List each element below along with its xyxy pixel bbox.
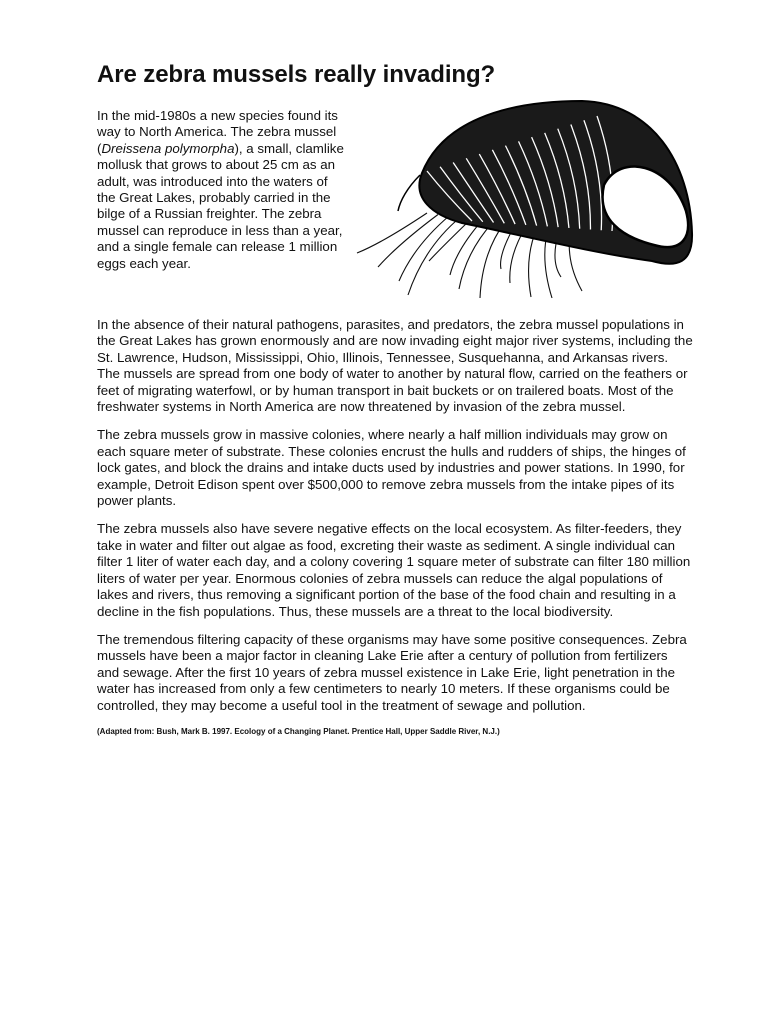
species-name: Dreissena polymorpha — [101, 140, 235, 156]
intro-text-part2: ), a small, clamlike mollusk that grows to about 25 cm as an adult, was introduced into the waters of the Great Lakes, probably carried in the bilge of a Russian freighter. The zebra mussel can reproduce in less than a year, and a single female can release 1 million eggs each year. — [97, 140, 344, 271]
intro-paragraph — [97, 108, 347, 272]
page-title: Are zebra mussels really invading? — [97, 61, 496, 88]
intro-section — [97, 108, 697, 305]
citation: (Adapted from: Bush, Mark B. 1997. Ecology of a Changing Planet. Prentice Hall, Upper Saddle River, N.J.) — [97, 726, 500, 736]
document-page — [97, 60, 697, 737]
intro-text-part1: In the mid-1980s a new species found its way to North America. The zebra mussel ( — [97, 108, 338, 156]
body-paragraph: In the absence of their natural pathogens, parasites, and predators, the zebra mussel populations in the Great Lakes has grown enormously and are now invading eight major river systems, including the St. Lawrence, Hudson, Mississippi, Ohio, Illinois, Tennessee, Susquehanna, and Arkansas rivers. The mussels are spread from one body of water to another by natural flow, carried on the feathers or feet of migrating waterfowl, or by human transport in bait buckets or on trailered boats. Most of the freshwater systems in North America are now threatened by invasion of the zebra mussel. — [97, 317, 693, 415]
body-paragraph: The zebra mussels also have severe negative effects on the local ecosystem. As filter-feeders, they take in water and filter out algae as food, excreting their waste as sediment. A single individual can filter 1 liter of water each day, and a colony covering 1 square meter of substrate can filter 180 million liters of water per year. Enormous colonies of zebra mussels can reduce the algal populations of lakes and rivers, thus removing a significant portion of the base of the food chain and resulting in a decline in the fish populations. Thus, these mussels are a threat to the local biodiversity. — [97, 521, 691, 619]
zebra-mussel-illustration — [352, 93, 698, 305]
byssal-thread — [357, 213, 427, 253]
body-paragraph: The tremendous filtering capacity of these organisms may have some positive consequences. Zebra mussels have been a major factor in cleaning Lake Erie after a century of pollution from fertilizers and sewage. After the first 10 years of zebra mussel existence in Lake Erie, light penetration in the water has increased from only a few centimeters to nearly 10 meters. If these organisms could be controlled, they may become a useful tool in the treatment of sewage and pollution. — [97, 631, 687, 713]
byssal-thread — [429, 219, 471, 261]
byssal-thread — [450, 221, 482, 276]
byssal-thread — [378, 215, 438, 268]
body-paragraph: The zebra mussels grow in massive colonies, where nearly a half million individuals may grow on each square meter of substrate. These colonies encrust the hulls and rudders of ships, the hinges of lock gates, and block the drains and intake ducts used by industries and power stations. In 1990, for example, Detroit Edison spent over $500,000 to remove zebra mussels from the intake pipes of its power plants. — [97, 427, 686, 509]
